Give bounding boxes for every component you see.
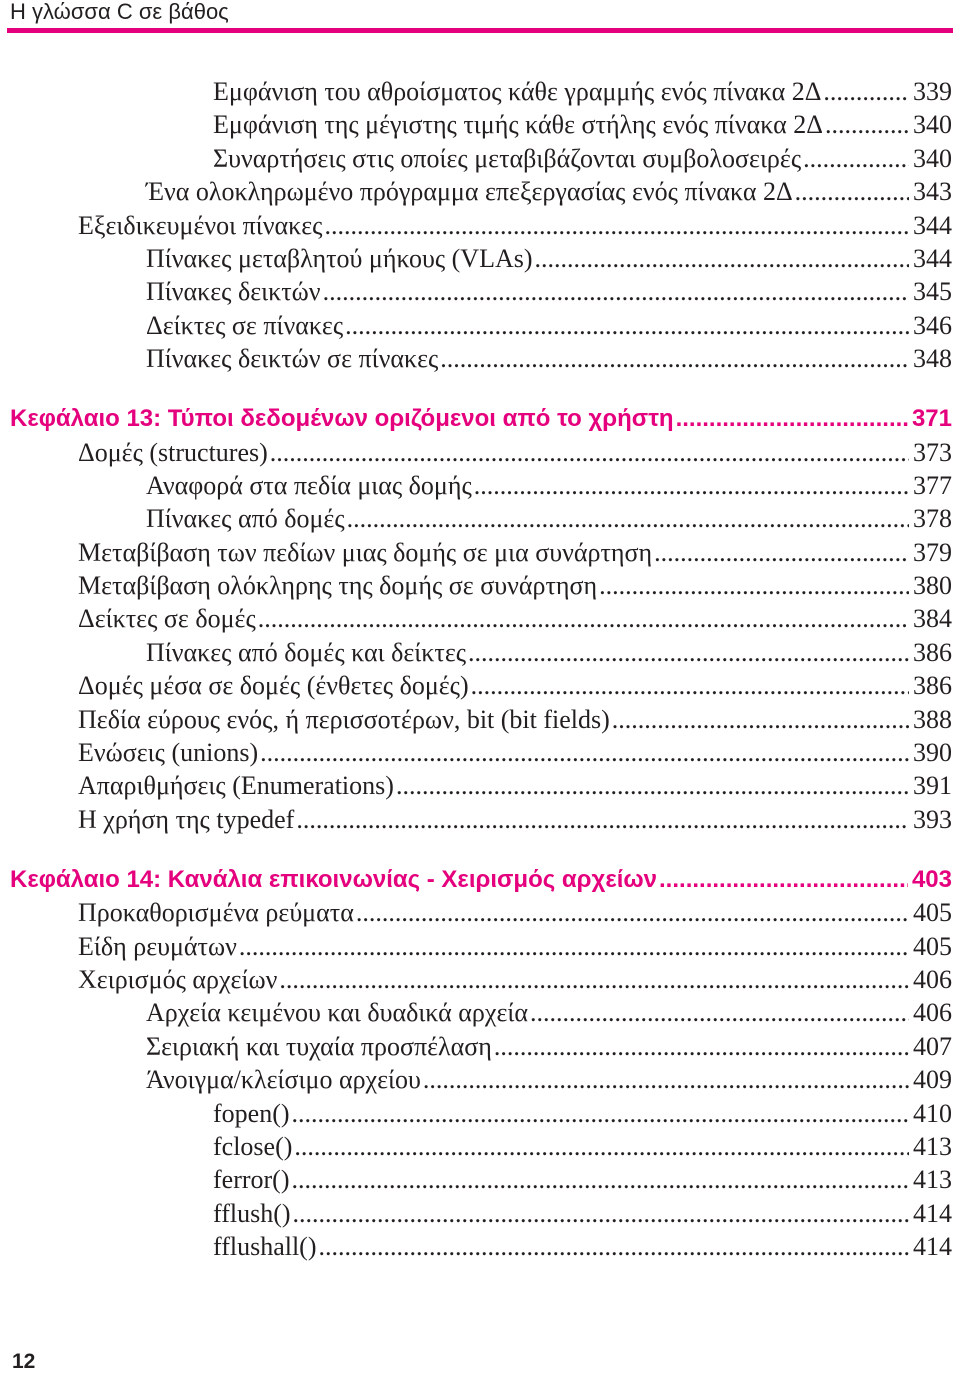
dot-leader	[530, 996, 909, 1029]
dot-leader	[347, 502, 909, 535]
toc-entry	[0, 1197, 952, 1230]
toc-entry-title: Πεδία εύρους ενός, ή περισσοτέρων, bit (bit fields)	[78, 704, 610, 734]
dot-leader	[440, 342, 909, 375]
dot-leader	[468, 636, 909, 669]
toc-entry	[0, 963, 952, 996]
toc-page-number: 391	[913, 771, 952, 801]
dot-leader	[294, 1130, 909, 1163]
toc-page-number: 403	[911, 865, 952, 893]
toc-page-number: 390	[913, 738, 952, 768]
dot-leader	[323, 275, 909, 308]
dot-leader	[258, 602, 909, 635]
toc-page-number: 409	[913, 1065, 952, 1095]
toc-entry-title: Σειριακή και τυχαία προσπέλαση	[146, 1031, 492, 1061]
dot-leader	[239, 930, 909, 963]
dot-leader	[494, 1030, 909, 1063]
toc-entry	[0, 275, 952, 308]
dot-leader	[279, 963, 909, 996]
toc-entry	[0, 142, 952, 175]
dot-leader	[612, 703, 909, 736]
toc-entry	[0, 896, 952, 929]
toc-entry	[0, 636, 952, 669]
dot-leader	[795, 175, 909, 208]
toc-entry	[0, 536, 952, 569]
toc-entry	[0, 669, 952, 702]
running-header-title: Η γλώσσα C σε βάθος	[10, 0, 229, 24]
dot-leader	[471, 669, 909, 702]
toc-page-number: 405	[913, 898, 952, 928]
toc-entry-title: fopen()	[213, 1098, 290, 1128]
toc-entry	[0, 1130, 952, 1163]
toc-page-number: 384	[913, 604, 952, 634]
dot-leader	[599, 569, 909, 602]
toc-entry	[0, 1097, 952, 1130]
toc-page-number: 386	[913, 637, 952, 667]
toc-page-number: 344	[913, 210, 952, 240]
dot-leader	[356, 896, 909, 929]
toc-entry-title: Δομές μέσα σε δομές (ένθετες δομές)	[78, 671, 469, 701]
toc-page-number: 405	[913, 931, 952, 961]
toc-entry	[0, 803, 952, 836]
toc-page-number: 413	[913, 1165, 952, 1195]
chapter-title: Κεφάλαιο 13: Τύποι δεδομένων οριζόμενοι από το χρήστη	[10, 405, 674, 433]
toc-entry-title: Πίνακες μεταβλητού μήκους (VLAs)	[146, 243, 533, 273]
toc-chapter	[0, 863, 952, 896]
toc-entry-title: Δομές (structures)	[78, 437, 268, 467]
toc-entry-title: Εξειδικευμένοι πίνακες	[78, 210, 323, 240]
dot-leader	[659, 863, 908, 896]
toc-entry	[0, 602, 952, 635]
toc-entry	[0, 502, 952, 535]
dot-leader	[396, 769, 909, 802]
toc-page-number: 346	[913, 310, 952, 340]
toc-entry	[0, 209, 952, 242]
dot-leader	[535, 242, 909, 275]
toc-entry-title: Μεταβίβαση ολόκληρης της δομής σε συνάρτηση	[78, 571, 598, 601]
dot-leader	[803, 142, 909, 175]
toc-page-number: 406	[913, 998, 952, 1028]
toc-page-number: 343	[913, 177, 952, 207]
toc-entry-title: fflush()	[213, 1198, 291, 1228]
page-number: 12	[12, 1350, 36, 1373]
toc-entry-title: fflushall()	[213, 1232, 317, 1262]
toc-entry-title: Πίνακες από δομές	[146, 504, 345, 534]
dot-leader	[676, 402, 908, 435]
toc-entry	[0, 342, 952, 375]
dot-leader	[324, 209, 909, 242]
toc-entry-title: Δείκτες σε δομές	[78, 604, 256, 634]
dot-leader	[292, 1163, 910, 1196]
toc-entry	[0, 996, 952, 1029]
toc-entry-title: Άνοιγμα/κλείσιμο αρχείου	[146, 1065, 421, 1095]
toc-entry	[0, 736, 952, 769]
dot-leader	[260, 736, 909, 769]
dot-leader	[319, 1230, 910, 1263]
toc-entry-title: Είδη ρευμάτων	[78, 931, 237, 961]
toc-entry-title: fclose()	[213, 1131, 293, 1161]
toc-page-number: 386	[913, 671, 952, 701]
toc-entry-title: Προκαθορισμένα ρεύματα	[78, 898, 354, 928]
toc-entry-title: Η χρήση της typedef	[78, 804, 295, 834]
dot-leader	[474, 469, 909, 502]
toc-entry-title: Συναρτήσεις στις οποίες μεταβιβάζονται συμβολοσειρές	[213, 143, 802, 173]
toc-entry	[0, 1030, 952, 1063]
toc-entry	[0, 1163, 952, 1196]
dot-leader	[270, 436, 909, 469]
toc-entry-title: Απαριθμήσεις (Enumerations)	[78, 771, 394, 801]
toc-entry	[0, 436, 952, 469]
dot-leader	[823, 75, 909, 108]
toc-entry-title: Πίνακες δεικτών σε πίνακες	[146, 344, 439, 374]
toc-page-number: 380	[913, 571, 952, 601]
toc-entry	[0, 309, 952, 342]
header-rule	[7, 28, 953, 33]
toc-page-number: 348	[913, 344, 952, 374]
toc-entry	[0, 75, 952, 108]
toc-entry-title: Εμφάνιση του αθροίσματος κάθε γραμμής ενός πίνακα 2Δ	[213, 77, 822, 106]
dot-leader	[345, 309, 909, 342]
toc-page-number: 414	[913, 1232, 952, 1262]
toc-page-number: 373	[913, 437, 952, 467]
chapter-title: Κεφάλαιο 14: Κανάλια επικοινωνίας - Χειρισμός αρχείων	[10, 865, 658, 893]
dot-leader	[654, 536, 909, 569]
toc-entry-title: Πίνακες δεικτών	[146, 277, 321, 307]
toc-page-number: 407	[913, 1031, 952, 1061]
toc-entry-title: Αναφορά στα πεδία μιας δομής	[146, 470, 472, 500]
toc-entry-title: Δείκτες σε πίνακες	[146, 310, 344, 340]
dot-leader	[423, 1063, 909, 1096]
toc-entry	[0, 930, 952, 963]
toc-page-number: 393	[913, 804, 952, 834]
toc-entry	[0, 703, 952, 736]
toc-page-number: 345	[913, 277, 952, 307]
toc-entry-title: ferror()	[213, 1165, 290, 1195]
toc-page-number: 340	[913, 110, 952, 140]
toc-entry	[0, 469, 952, 502]
toc-page-number: 371	[911, 405, 952, 433]
toc-entry	[0, 1063, 952, 1096]
toc-entry	[0, 175, 952, 208]
toc-entry	[0, 769, 952, 802]
toc-entry-title: Ενώσεις (unions)	[78, 738, 259, 768]
toc-entry-title: Εμφάνιση της μέγιστης τιμής κάθε στήλης ενός πίνακα 2Δ	[213, 110, 824, 140]
dot-leader	[292, 1097, 909, 1130]
toc-page-number: 339	[913, 77, 952, 106]
toc-page-number: 414	[913, 1198, 952, 1228]
toc-chapter	[0, 402, 952, 435]
toc-entry-title: Μεταβίβαση των πεδίων μιας δομής σε μια συνάρτηση	[78, 537, 653, 567]
toc-page-number: 388	[913, 704, 952, 734]
toc-entry	[0, 108, 952, 141]
toc-entry	[0, 1230, 952, 1263]
toc-page-number: 344	[913, 243, 952, 273]
toc-page-number: 378	[913, 504, 952, 534]
toc-page-number: 379	[913, 537, 952, 567]
table-of-contents	[0, 75, 952, 1263]
toc-entry-title: Πίνακες από δομές και δείκτες	[146, 637, 467, 667]
dot-leader	[825, 108, 909, 141]
toc-page-number: 340	[913, 143, 952, 173]
toc-entry	[0, 569, 952, 602]
dot-leader	[293, 1197, 909, 1230]
toc-entry-title: Αρχεία κειμένου και δυαδικά αρχεία	[146, 998, 528, 1028]
toc-page-number: 413	[913, 1131, 952, 1161]
dot-leader	[296, 803, 909, 836]
toc-page-number: 410	[913, 1098, 952, 1128]
toc-page-number: 406	[913, 964, 952, 994]
toc-entry-title: Χειρισμός αρχείων	[78, 964, 278, 994]
toc-entry	[0, 242, 952, 275]
toc-entry-title: Ένα ολοκληρωμένο πρόγραμμα επεξεργασίας ενός πίνακα 2Δ	[146, 177, 793, 207]
toc-page-number: 377	[913, 470, 952, 500]
